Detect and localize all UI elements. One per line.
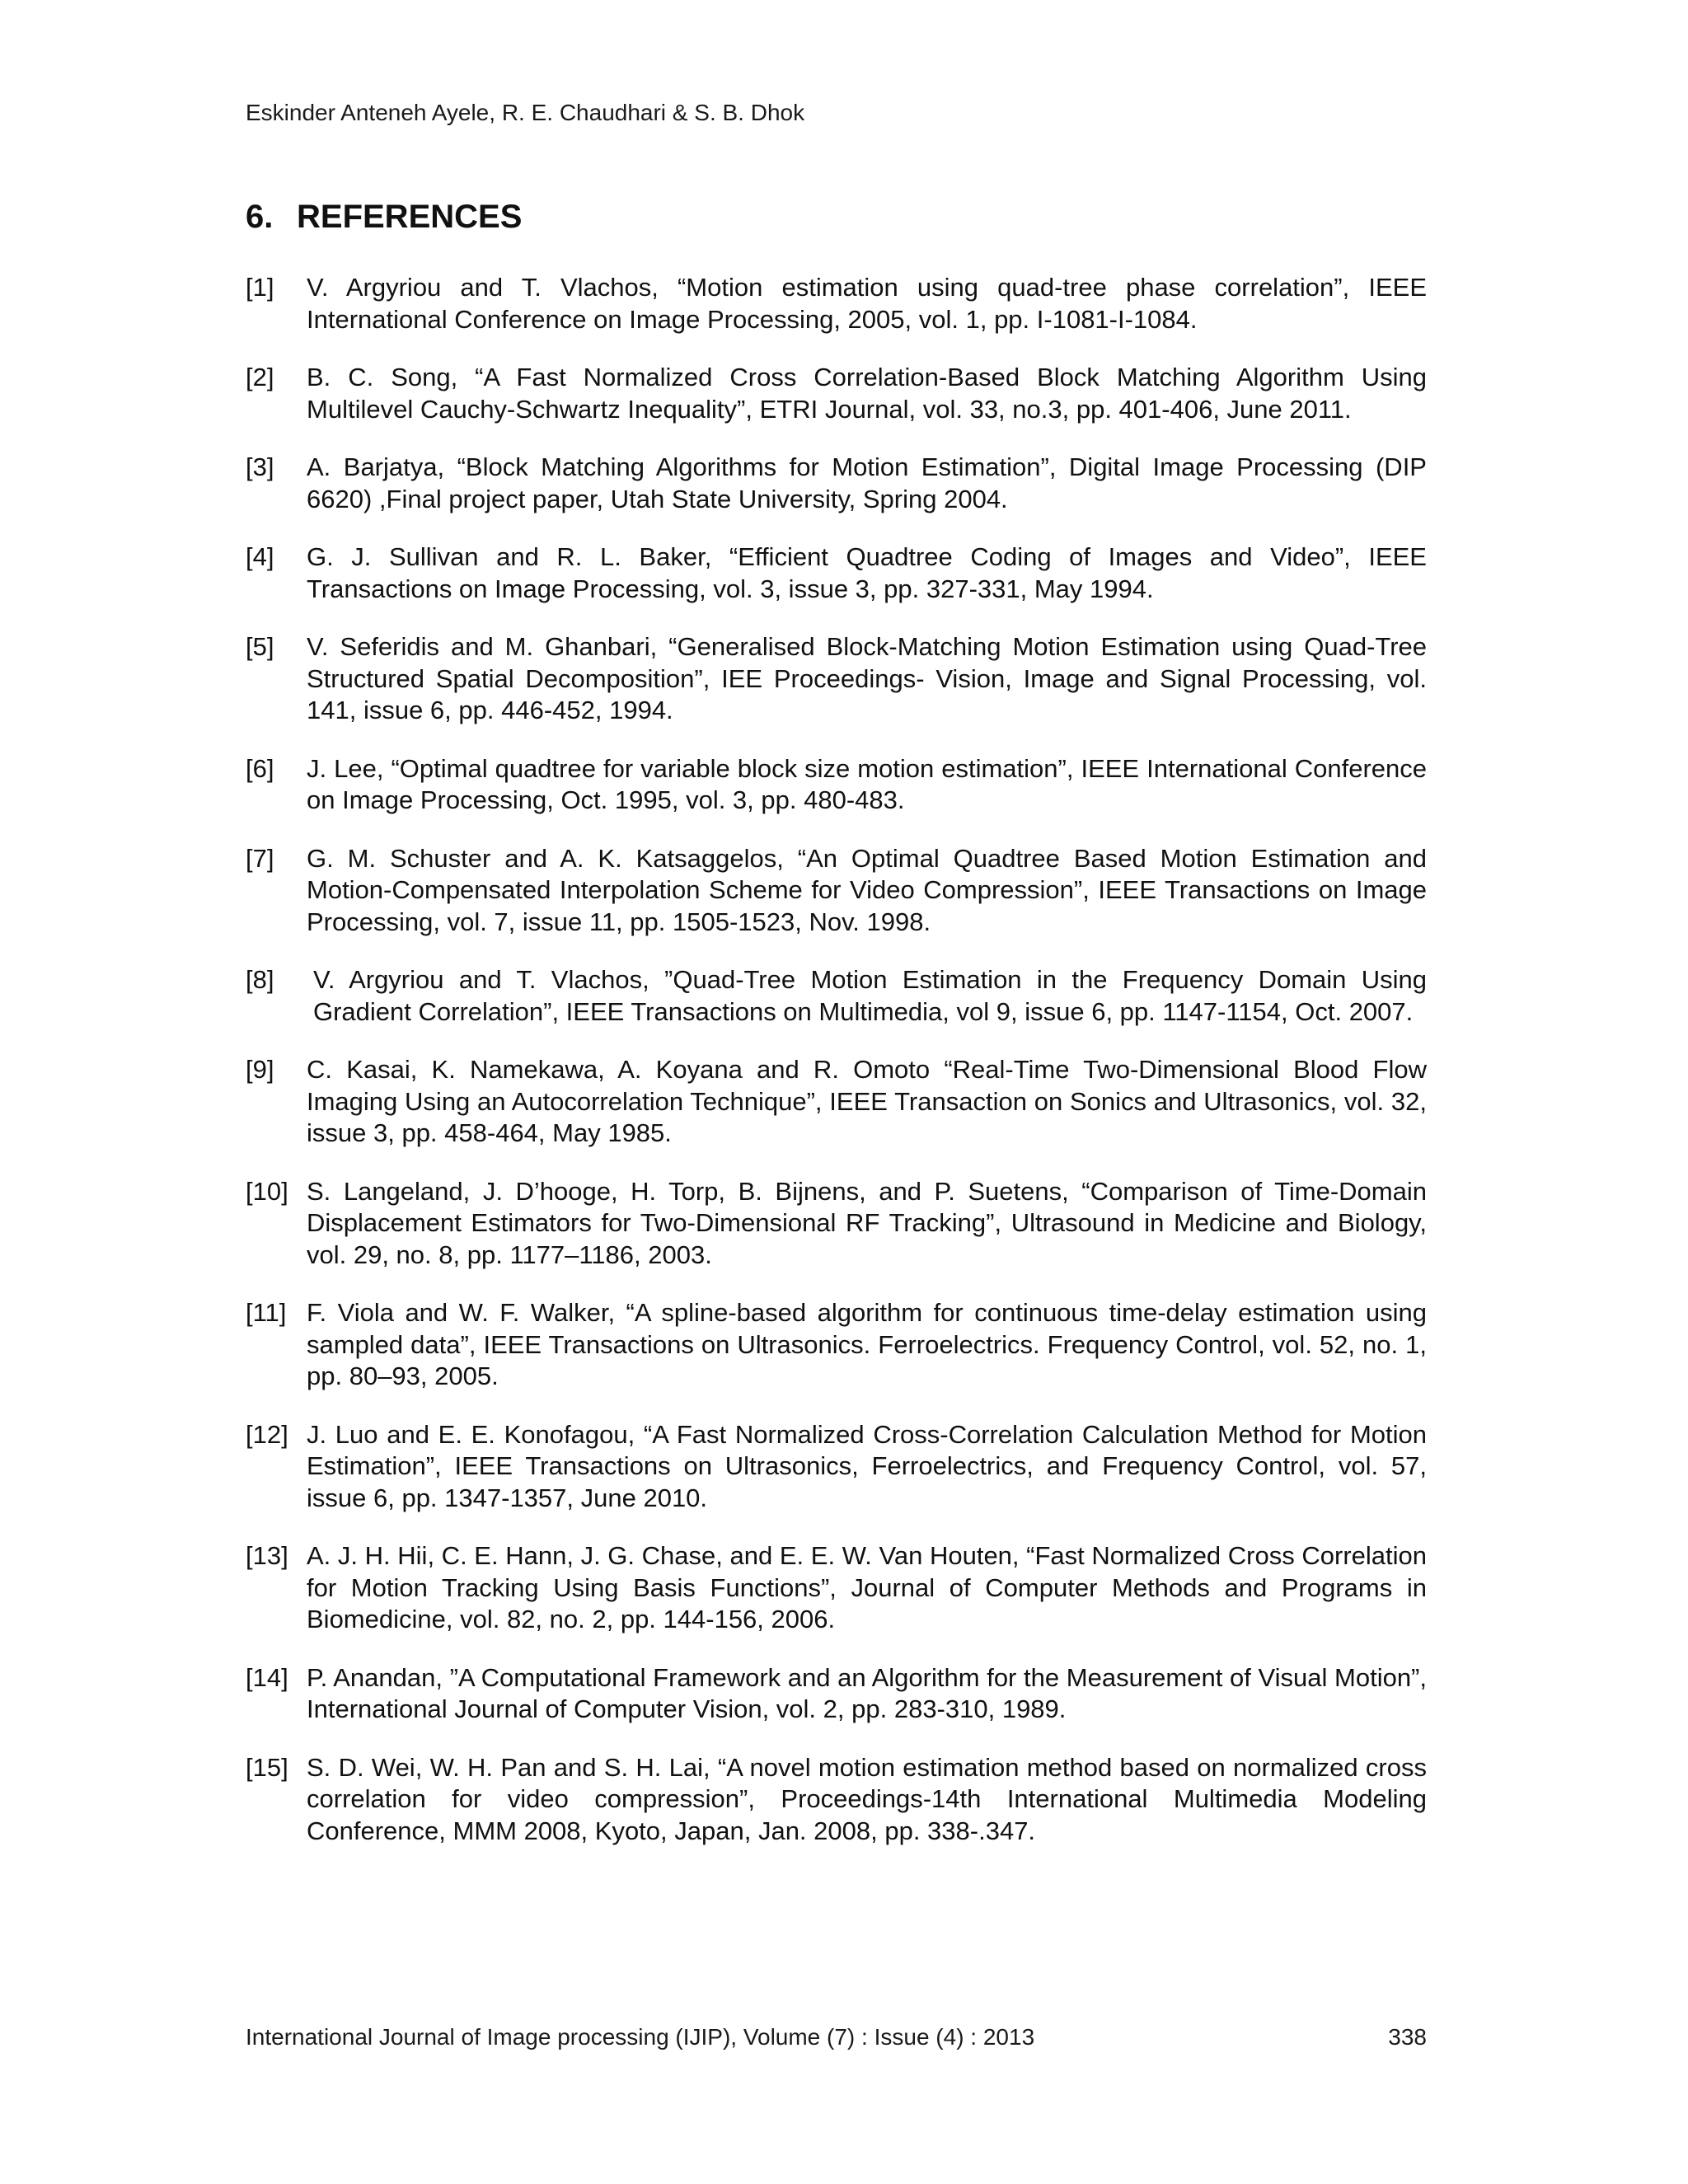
reference-item [246,272,1427,335]
reference-text: C. Kasai, K. Namekawa, A. Koyana and R. Omoto “Real-Time Two-Dimensional Blood Flow Imaging Using an Autocorrelation Technique”, IEEE Transaction on Sonics and Ultrasonics, vol. 32, issue 3, pp. 458-464, May 1985. [307,1055,1427,1147]
reference-item [246,1662,1427,1726]
footer-journal: International Journal of Image processing (IJIP), Volume (7) : Issue (4) : 2013 [246,2024,1035,2050]
reference-label: [8] [246,965,274,994]
reference-text: G. M. Schuster and A. K. Katsaggelos, “An Optimal Quadtree Based Motion Estimation and Motion-Compensated Interpolation Scheme for Video Compression”, IEEE Transactions on Image Processing, vol. 7, issue 11, pp. 1505-1523, Nov. 1998. [307,843,1427,936]
reference-text: V. Argyriou and T. Vlachos, ”Quad-Tree Motion Estimation in the Frequency Domain Using Gradient Correlation”, IEEE Transactions on Multimedia, vol 9, issue 6, pp. 1147-1154, Oct. 2007. [313,965,1427,1026]
page-number: 338 [1388,2024,1427,2050]
reference-label: [1] [246,273,274,302]
section-heading [246,196,522,237]
reference-text: S. D. Wei, W. H. Pan and S. H. Lai, “A novel motion estimation method based on normalized cross correlation for video compression”, Proceedings-14th International Multimedia Modeling Conference, MMM 2008, Kyoto, Japan, Jan. 2008, pp. 338-.347. [307,1752,1427,1845]
reference-item [246,753,1427,817]
reference-item [246,541,1427,605]
reference-text: G. J. Sullivan and R. L. Baker, “Efficient Quadtree Coding of Images and Video”, IEEE Transactions on Image Processing, vol. 3, issue 3, pp. 327-331, May 1994. [307,542,1427,603]
reference-label: [7] [246,843,274,873]
reference-label: [3] [246,452,274,481]
reference-text: A. J. H. Hii, C. E. Hann, J. G. Chase, and E. E. W. Van Houten, “Fast Normalized Cross Correlation for Motion Tracking Using Basis Functions”, Journal of Computer Methods and Programs in Biomedicine, vol. 82, no. 2, pp. 144-156, 2006. [307,1541,1427,1633]
reference-text: J. Luo and E. E. Konofagou, “A Fast Normalized Cross-Correlation Calculation Method for Motion Estimation”, IEEE Transactions on Ultrasonics, Ferroelectrics, and Frequency Control, vol. 57, issue 6, pp. 1347-1357, June 2010. [307,1419,1427,1512]
reference-item [246,631,1427,727]
reference-text: F. Viola and W. F. Walker, “A spline-based algorithm for continuous time-delay estimation using sampled data”, IEEE Transactions on Ultrasonics. Ferroelectrics. Frequency Control, vol. 52, no. 1, pp. 80–93, 2005. [307,1298,1427,1390]
reference-text: J. Lee, “Optimal quadtree for variable block size motion estimation”, IEEE International Conference on Image Processing, Oct. 1995, vol. 3, pp. 480-483. [307,753,1427,814]
reference-text: V. Argyriou and T. Vlachos, “Motion estimation using quad-tree phase correlation”, IEEE International Conference on Image Processing, 2005, vol. 1, pp. I-1081-I-1084. [307,273,1427,334]
reference-item [246,362,1427,425]
reference-text: V. Seferidis and M. Ghanbari, “Generalised Block-Matching Motion Estimation using Quad-Tree Structured Spatial Decomposition”, IEE Proceedings- Vision, Image and Signal Processing, vol. 141, issue 6, pp. 446-452, 1994. [307,632,1427,724]
reference-label: [5] [246,632,274,661]
reference-label: [6] [246,753,274,783]
reference-item [246,1540,1427,1636]
reference-label: [13] [246,1541,288,1570]
reference-item [246,1297,1427,1393]
reference-label: [11] [246,1298,287,1327]
running-header-authors: Eskinder Anteneh Ayele, R. E. Chaudhari & S. B. Dhok [246,100,805,125]
reference-label: [2] [246,363,274,391]
reference-text: A. Barjatya, “Block Matching Algorithms for Motion Estimation”, Digital Image Processing (DIP 6620) ,Final project paper, Utah State University, Spring 2004. [307,452,1427,513]
reference-item [246,1419,1427,1515]
reference-item [246,1752,1427,1848]
section-title: REFERENCES [297,199,523,235]
reference-label: [4] [246,542,274,571]
reference-label: [15] [246,1752,288,1782]
reference-list [246,272,1427,1873]
reference-text: P. Anandan, ”A Computational Framework and an Algorithm for the Measurement of Visual Motion”, International Journal of Computer Vision, vol. 2, pp. 283-310, 1989. [307,1662,1427,1723]
running-footer [246,2023,1427,2051]
reference-label: [14] [246,1662,288,1692]
reference-item [246,1176,1427,1272]
reference-text: S. Langeland, J. D’hooge, H. Torp, B. Bijnens, and P. Suetens, “Comparison of Time-Domain Displacement Estimators for Two-Dimensional RF Tracking”, Ultrasound in Medicine and Biology, vol. 29, no. 8, pp. 1177–1186, 2003. [307,1176,1427,1269]
reference-label: [9] [246,1055,274,1084]
reference-item [246,1054,1427,1150]
reference-label: [10] [246,1176,288,1206]
reference-item [246,964,1427,1028]
section-number: 6. [246,199,274,235]
reference-item [246,452,1427,515]
reference-label: [12] [246,1419,288,1449]
reference-text: B. C. Song, “A Fast Normalized Cross Correlation-Based Block Matching Algorithm Using Multilevel Cauchy-Schwartz Inequality”, ETRI Journal, vol. 33, no.3, pp. 401-406, June 2011. [307,363,1427,424]
reference-item [246,843,1427,939]
